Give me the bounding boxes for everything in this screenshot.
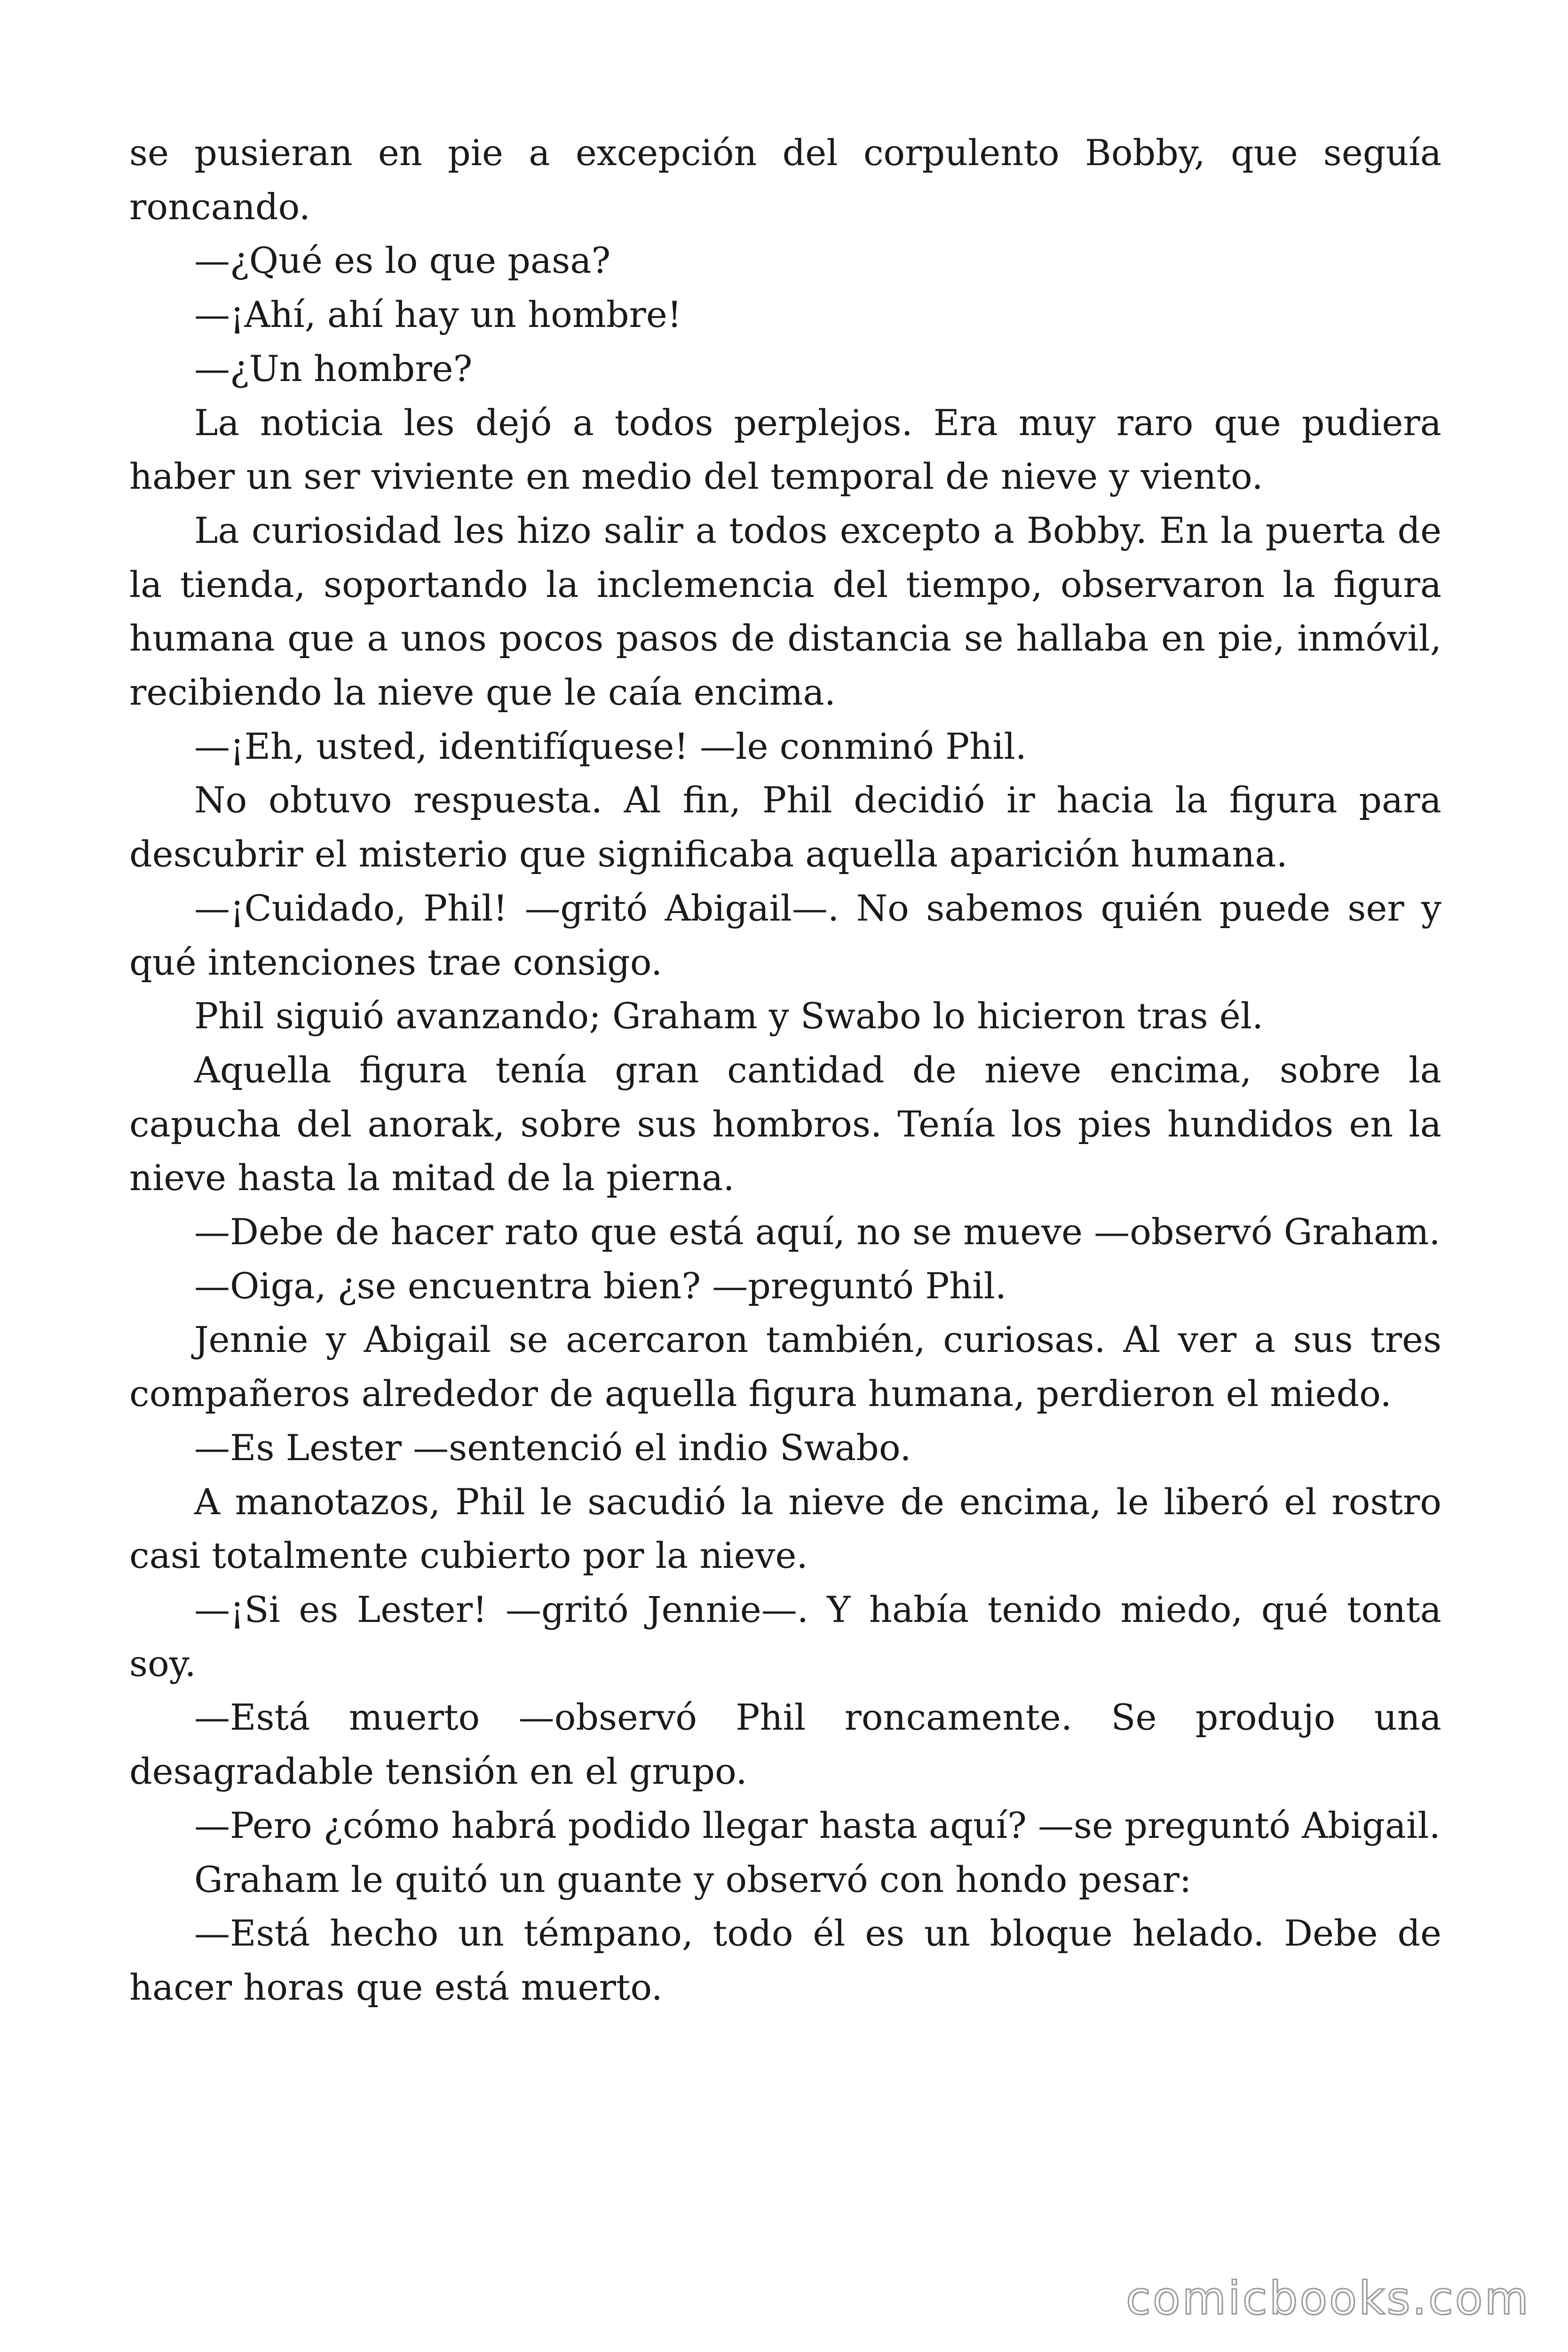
paragraph-11: Aquella figura tenía gran cantidad de nieve encima, sobre la capucha del anorak, sobre sus hombros. Tenía los pies hundidos en la nieve hasta la mitad de la pierna.: [129, 1049, 1441, 1199]
paragraph-16: A manotazos, Phil le sacudió la nieve de encima, le liberó el rostro casi totalmente cubierto por la nieve.: [129, 1480, 1441, 1577]
paragraph-5: La noticia les dejó a todos perplejos. Era muy raro que pudiera haber un ser viviente en medio del temporal de nieve y viento.: [129, 401, 1441, 498]
paragraph-12: —Debe de hacer rato que está aquí, no se mueve —observó Graham.: [194, 1211, 1441, 1253]
paragraph-18: —Está muerto —observó Phil roncamente. Se produjo una desagradable tensión en el grupo.: [129, 1696, 1441, 1793]
paragraph-21: —Está hecho un témpano, todo él es un bloque helado. Debe de hacer horas que está muerto.: [129, 1912, 1441, 2008]
paragraph-17: —¡Si es Lester! —gritó Jennie—. Y había tenido miedo, qué tonta soy.: [129, 1588, 1441, 1685]
paragraph-19: —Pero ¿cómo habrá podido llegar hasta aquí? —se preguntó Abigail.: [194, 1804, 1441, 1846]
paragraph-10: Phil siguió avanzando; Graham y Swabo lo hicieron tras él.: [194, 995, 1264, 1037]
paragraph-6: La curiosidad les hizo salir a todos excepto a Bobby. En la puerta de la tienda, soportando la inclemencia del tiempo, observaron la figura humana que a unos pocos pasos de distancia se hallaba en pie, inmóvil, recibiendo la nieve que le caía encima.: [129, 509, 1441, 714]
paragraph-4: —¿Un hombre?: [194, 347, 473, 389]
paragraph-1: se pusieran en pie a excepción del corpulento Bobby, que seguía roncando.: [129, 132, 1441, 228]
paragraph-2: —¿Qué es lo que pasa?: [194, 239, 611, 282]
paragraph-9: —¡Cuidado, Phil! —gritó Abigail—. No sabemos quién puede ser y qué intenciones trae consigo.: [129, 887, 1441, 983]
paragraph-14: Jennie y Abigail se acercaron también, curiosas. Al ver a sus tres compañeros alrededor de aquella figura humana, perdieron el miedo.: [129, 1319, 1441, 1415]
paragraph-3: —¡Ahí, ahí hay un hombre!: [194, 294, 682, 336]
body-text: [129, 126, 1441, 2015]
paragraph-8: No obtuvo respuesta. Al fin, Phil decidió ir hacia la figura para descubrir el misterio que significaba aquella aparición humana.: [129, 779, 1441, 875]
paragraph-13: —Oiga, ¿se encuentra bien? —preguntó Phil.: [194, 1264, 1007, 1307]
paragraph-15: —Es Lester —sentenció el indio Swabo.: [194, 1426, 911, 1469]
paragraph-20: Graham le quitó un guante y observó con hondo pesar:: [194, 1858, 1192, 1900]
paragraph-7: —¡Eh, usted, identifíquese! —le conminó Phil.: [194, 725, 1027, 767]
watermark: comicbooks.com: [1125, 2272, 1530, 2325]
